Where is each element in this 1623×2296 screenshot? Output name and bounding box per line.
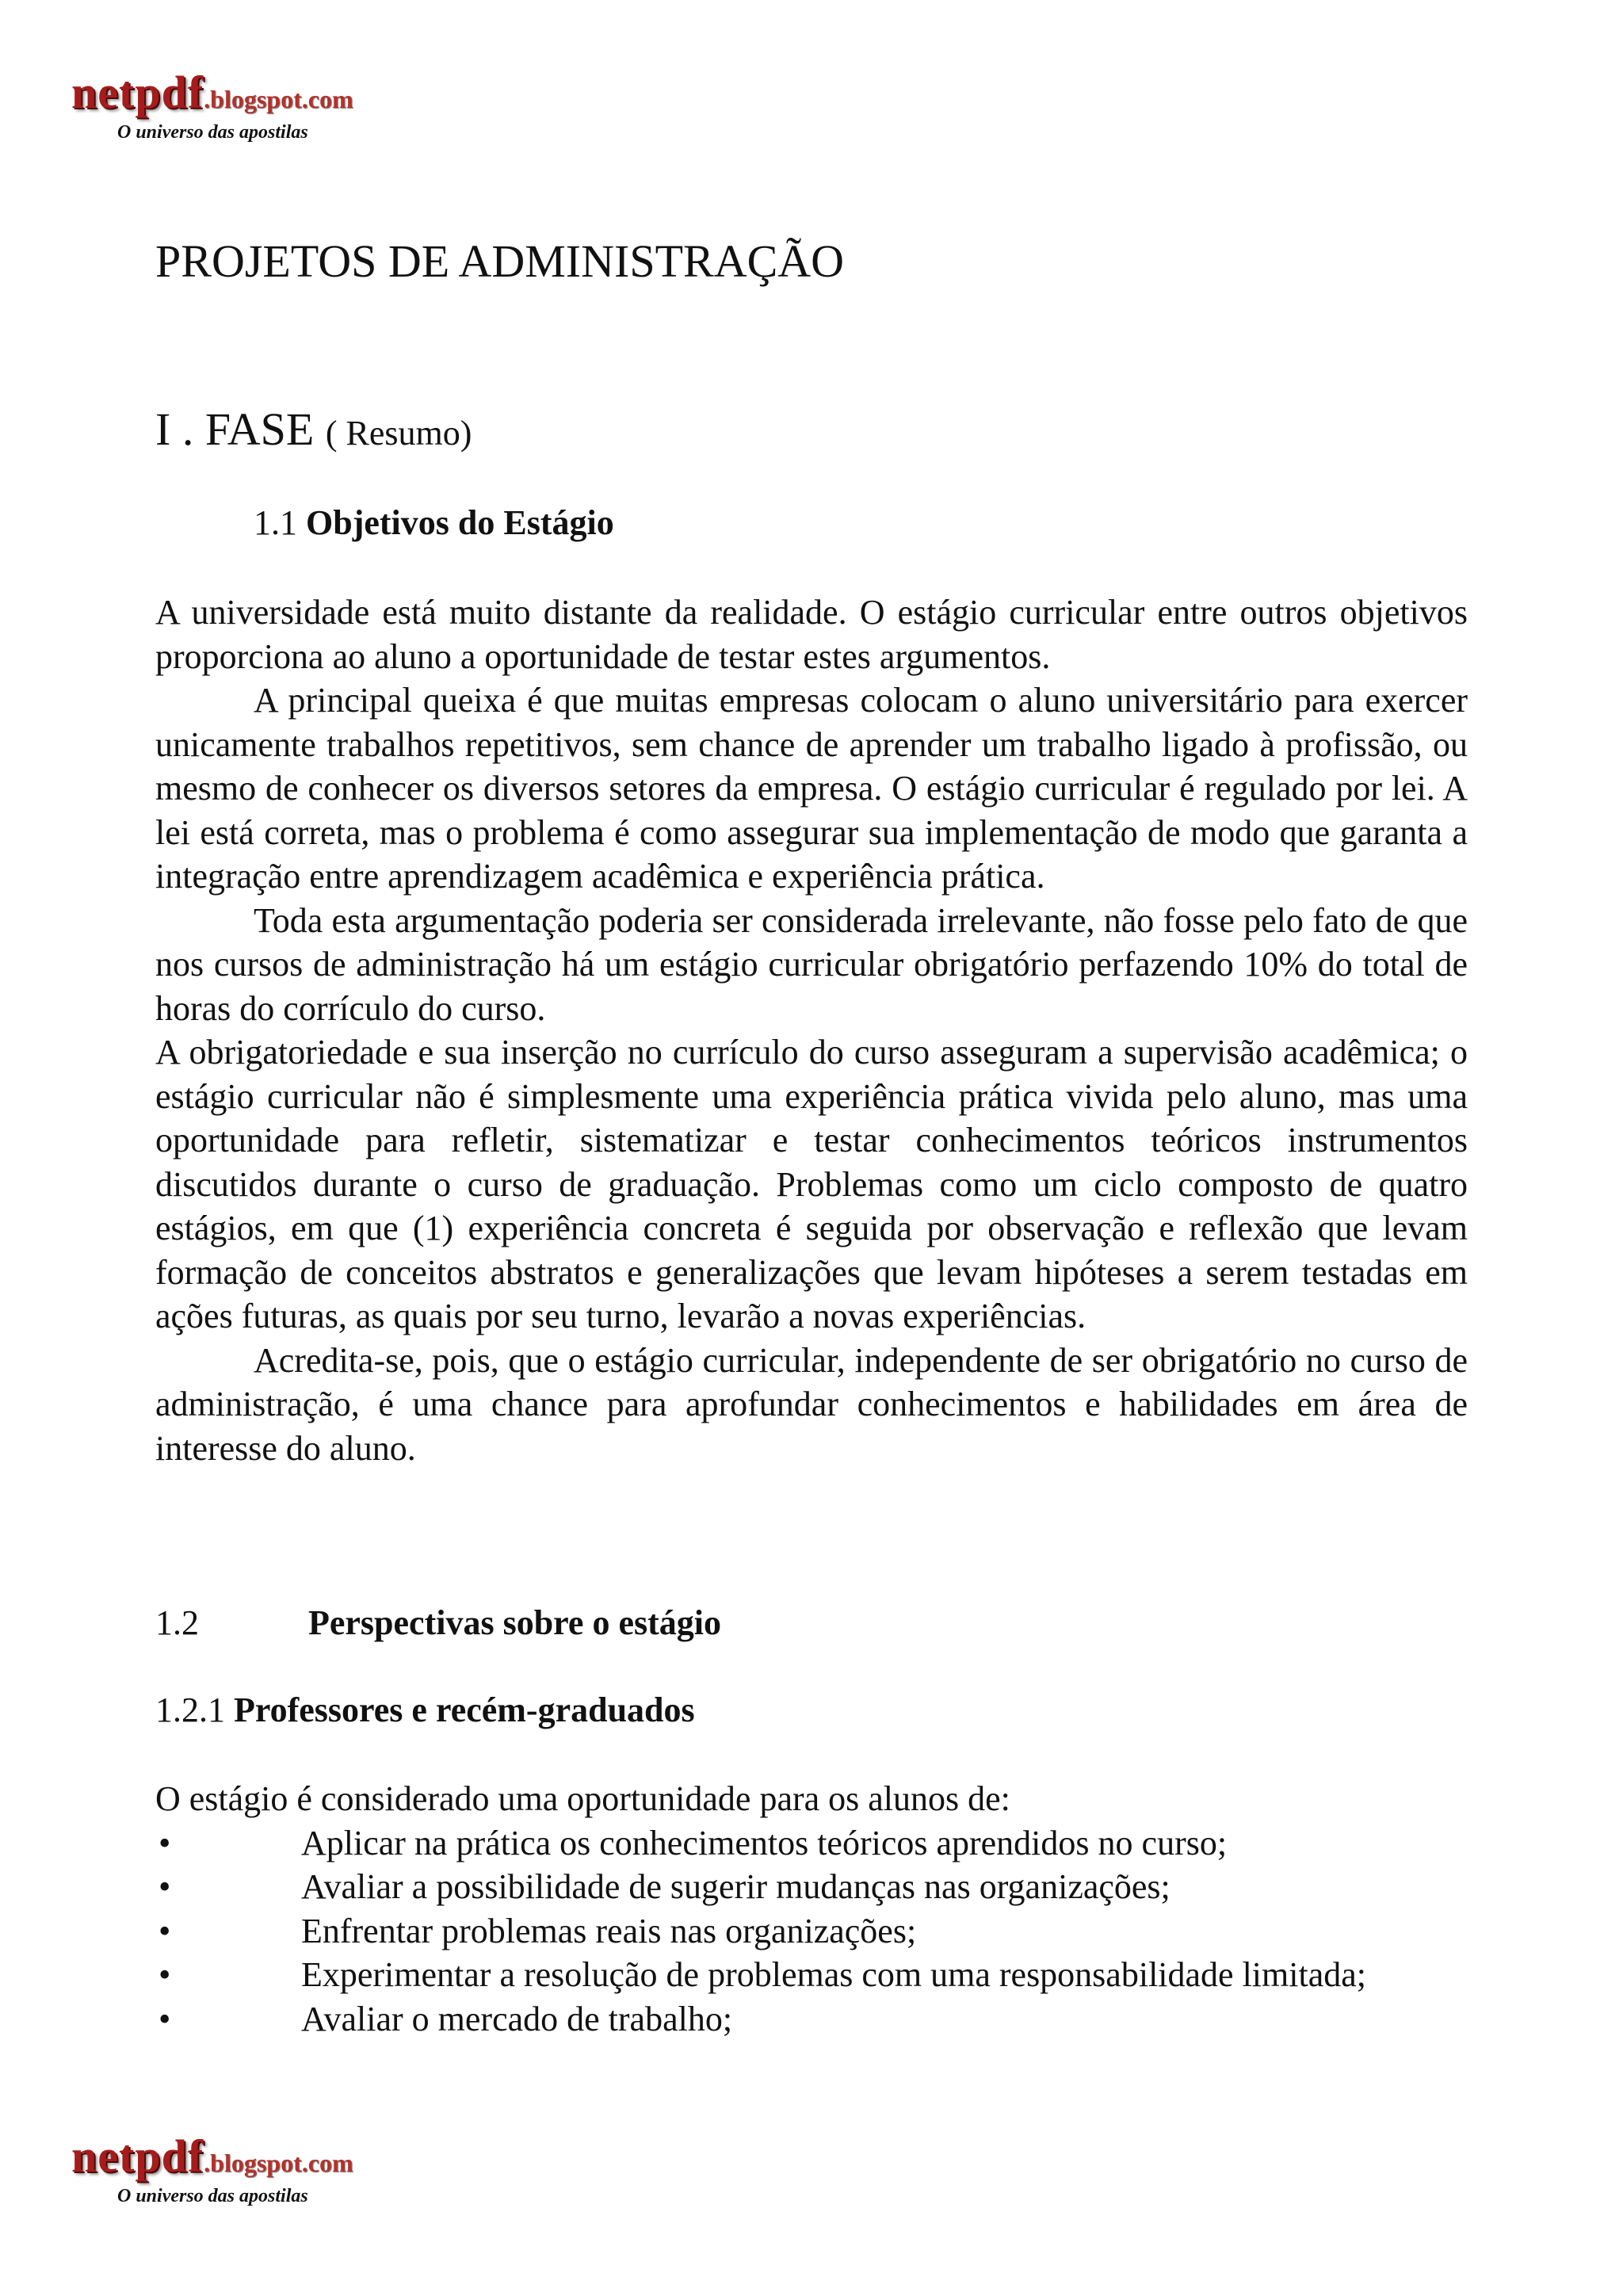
section-1-2-1-title: Professores e recém-graduados — [234, 1690, 695, 1729]
section-1-2-title: Perspectivas sobre o estágio — [308, 1603, 721, 1642]
phase-heading — [155, 403, 472, 456]
list-item-text: Avaliar o mercado de trabalho; — [301, 1999, 733, 2038]
bullet-icon: • — [158, 1911, 171, 1950]
list-item-text: Experimentar a resolução de problemas com uma responsabilidade limitada; — [301, 1955, 1366, 1994]
section-1-1-title: Objetivos do Estágio — [306, 503, 614, 542]
bullet-icon: • — [158, 1999, 171, 2038]
section-1-1-number: 1.1 — [254, 503, 297, 542]
logo-domain: .blogspot.com — [204, 85, 353, 113]
paragraph-4: A obrigatoriedade e sua inserção no currículo do curso asseguram a supervisão acadêmica; o estágio curricular não é simplesmente uma experiência prática vivida pelo aluno, mas uma oportunidade para refletir, sistematizar e testar conhecimentos teóricos instrumentos discutidos durante o curso de graduação. Problemas como um ciclo composto de quatro estágios, em que (1) experiência concreta é seguida por observação e reflexão que levam formação de conceitos abstratos e generalizações que levam hipóteses a serem testadas em ações futuras, as quais por seu turno, levarão a novas experiências. — [155, 1033, 1468, 1335]
list-item-text: Avaliar a possibilidade de sugerir mudanças nas organizações; — [301, 1867, 1170, 1906]
paragraph-5: Acredita-se, pois, que o estágio curricular, independente de ser obrigatório no curso de administração, é uma chance para aprofundar conhecimentos e habilidades em área de interesse do aluno. — [155, 1340, 1468, 1468]
paragraph-2: A principal queixa é que muitas empresas colocam o aluno universitário para exercer unicamente trabalhos repetitivos, sem chance de aprender um trabalho ligado à profissão, ou mesmo de conhecer os diversos setores da empresa. O estágio curricular é regulado por lei. A lei está correta, mas o problema é como assegurar sua implementação de modo que garanta a integração entre aprendizagem acadêmica e experiência prática. — [155, 681, 1468, 896]
phase-label: I . FASE — [155, 403, 315, 455]
bullet-icon: • — [158, 1867, 171, 1906]
logo-brand: netpdf — [71, 67, 204, 118]
list-item — [155, 1997, 1471, 2042]
logo-tagline: O universo das apostilas — [117, 2186, 308, 2206]
list-item-text: Aplicar na prática os conhecimentos teóricos aprendidos no curso; — [301, 1823, 1228, 1862]
bullet-icon: • — [158, 1955, 171, 1994]
footer-logo — [71, 2130, 420, 2207]
list-intro — [155, 1777, 1471, 1821]
list-item — [155, 1821, 1471, 1866]
list-item-text: Enfrentar problemas reais nas organizações; — [301, 1911, 917, 1950]
list-item — [155, 1909, 1471, 1954]
section-1-2-1-heading — [155, 1690, 695, 1730]
body-text — [155, 590, 1468, 1470]
opportunity-list — [155, 1777, 1471, 2041]
list-intro-text: O estágio é considerado uma oportunidade para os alunos de: — [155, 1779, 1010, 1818]
logo-tagline: O universo das apostilas — [117, 122, 308, 143]
bullet-icon: • — [158, 1823, 171, 1862]
section-1-2-1-number: 1.2.1 — [155, 1690, 225, 1729]
logo-brand: netpdf — [71, 2130, 204, 2182]
document-title: PROJETOS DE ADMINISTRAÇÃO — [155, 235, 845, 287]
phase-subtitle: ( Resumo) — [325, 414, 472, 453]
section-1-1-heading — [254, 502, 614, 543]
list-item — [155, 1953, 1471, 1997]
list-item — [155, 1865, 1471, 1909]
logo-domain: .blogspot.com — [204, 2149, 353, 2177]
paragraph-1: A universidade está muito distante da realidade. O estágio curricular entre outros objetivos proporciona ao aluno a oportunidade de testar estes argumentos. — [155, 593, 1468, 676]
section-1-2-heading — [155, 1603, 721, 1643]
header-logo — [71, 67, 420, 143]
paragraph-3: Toda esta argumentação poderia ser considerada irrelevante, não fosse pelo fato de que nos cursos de administração há um estágio curricular obrigatório perfazendo 10% do total de horas do corrículo do curso. — [155, 900, 1468, 1028]
section-1-2-number: 1.2 — [155, 1603, 199, 1642]
